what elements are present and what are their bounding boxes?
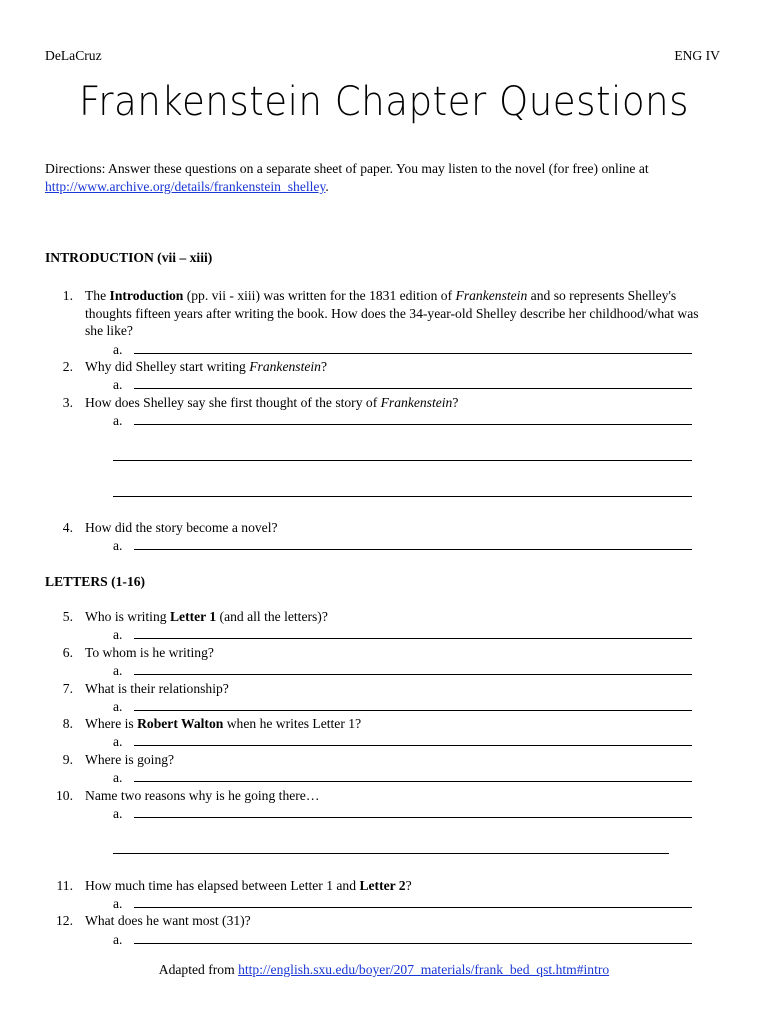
book-title: Frankenstein bbox=[249, 359, 321, 374]
question-text-run: Where is bbox=[85, 716, 138, 731]
answer-label: a. bbox=[113, 699, 123, 714]
question-text bbox=[85, 644, 214, 662]
question-text-run: and so represents Shelley's thoughts fifteen years after writing the book. How does the 34-year-old Shelley describe her childhood/what was she like? bbox=[85, 288, 699, 338]
answer-line[interactable] bbox=[134, 353, 692, 354]
answer-label: a. bbox=[113, 342, 123, 357]
answer-label: a. bbox=[113, 413, 123, 428]
question-text bbox=[85, 751, 174, 769]
section-heading-introduction: INTRODUCTION (vii – xiii) bbox=[45, 250, 213, 265]
question-number: 10. bbox=[56, 788, 73, 803]
question-text-run: Name two reasons why is he going there… bbox=[85, 788, 320, 803]
question-text-run: How much time has elapsed between Letter 1 and bbox=[85, 878, 360, 893]
question-text-run: How did the story become a novel? bbox=[85, 520, 278, 535]
question-text bbox=[85, 715, 361, 733]
question-text-run: (and all the letters)? bbox=[216, 609, 328, 624]
question-text-run: Where is going? bbox=[85, 752, 175, 767]
question-number: 1. bbox=[62, 288, 73, 303]
question-text-run: What is their relationship? bbox=[85, 681, 229, 696]
question-text bbox=[85, 358, 327, 376]
course-label: ENG IV bbox=[674, 48, 720, 63]
answer-label: a. bbox=[113, 377, 123, 392]
answer-line[interactable] bbox=[134, 549, 692, 550]
question-text bbox=[85, 287, 700, 340]
answer-label: a. bbox=[113, 932, 123, 947]
page-title: Frankenstein Chapter Questions bbox=[79, 79, 689, 125]
directions-end: . bbox=[325, 179, 329, 194]
answer-line[interactable] bbox=[113, 460, 692, 461]
book-title: Frankenstein bbox=[380, 395, 453, 410]
bold-text: Letter 2 bbox=[359, 878, 406, 893]
question-number: 5. bbox=[62, 609, 73, 624]
answer-line[interactable] bbox=[134, 674, 692, 675]
question-text-run: Why did Shelley start writing bbox=[85, 359, 250, 374]
answer-line[interactable] bbox=[134, 943, 692, 944]
question-text bbox=[85, 608, 328, 626]
question-text bbox=[85, 394, 458, 412]
source-link[interactable]: http://english.sxu.edu/boyer/207_materials/frank_bed_qst.htm#intro bbox=[238, 962, 610, 977]
question-number: 8. bbox=[62, 716, 73, 731]
question-number: 2. bbox=[62, 359, 73, 374]
question-text-run: The bbox=[85, 288, 110, 303]
question-text bbox=[85, 877, 412, 895]
answer-line[interactable] bbox=[134, 710, 692, 711]
answer-line[interactable] bbox=[134, 388, 692, 389]
question-text-run: What does he want most (31)? bbox=[85, 913, 251, 928]
answer-line[interactable] bbox=[134, 907, 692, 908]
answer-label: a. bbox=[113, 538, 123, 553]
question-number: 9. bbox=[62, 752, 73, 767]
question-number: 11. bbox=[56, 878, 73, 893]
footer-prefix: Adapted from bbox=[158, 962, 239, 977]
directions bbox=[45, 160, 725, 196]
question-text-run: Who is writing bbox=[85, 609, 170, 624]
question-text-run: when he writes Letter 1? bbox=[223, 716, 362, 731]
answer-line[interactable] bbox=[134, 817, 692, 818]
answer-line[interactable] bbox=[134, 638, 692, 639]
answer-line[interactable] bbox=[134, 424, 692, 425]
answer-line[interactable] bbox=[113, 853, 669, 854]
question-text-run: ? bbox=[320, 359, 328, 374]
answer-label: a. bbox=[113, 806, 123, 821]
answer-label: a. bbox=[113, 734, 123, 749]
question-number: 4. bbox=[62, 520, 73, 535]
section-heading-letters: LETTERS (1-16) bbox=[45, 574, 146, 589]
answer-label: a. bbox=[113, 896, 123, 911]
question-text-run: (pp. vii - xiii) was written for the 1831 edition of bbox=[183, 288, 456, 303]
question-number: 3. bbox=[62, 395, 73, 410]
book-title: Frankenstein bbox=[455, 288, 528, 303]
question-text-run: To whom is he writing? bbox=[85, 645, 214, 660]
answer-label: a. bbox=[113, 663, 123, 678]
question-number: 6. bbox=[62, 645, 73, 660]
question-text-run: How does Shelley say she first thought of the story of bbox=[85, 395, 381, 410]
author-name: DeLaCruz bbox=[45, 48, 102, 63]
answer-line[interactable] bbox=[113, 496, 692, 497]
directions-text: Directions: Answer these questions on a separate sheet of paper. You may listen to the novel (for free) online at bbox=[45, 161, 649, 176]
question-text bbox=[85, 680, 229, 698]
bold-text: Robert Walton bbox=[137, 716, 224, 731]
archive-link[interactable]: http://www.archive.org/details/frankenstein_shelley bbox=[45, 179, 326, 194]
question-number: 12. bbox=[56, 913, 73, 928]
question-text bbox=[85, 912, 251, 930]
footer-credit bbox=[0, 961, 768, 978]
question-text bbox=[85, 519, 278, 537]
bold-text: Introduction bbox=[109, 288, 184, 303]
question-text bbox=[85, 787, 319, 805]
question-number: 7. bbox=[62, 681, 73, 696]
answer-line[interactable] bbox=[134, 781, 692, 782]
question-text-run: ? bbox=[452, 395, 459, 410]
question-text-run: ? bbox=[405, 878, 412, 893]
answer-label: a. bbox=[113, 627, 123, 642]
bold-text: Letter 1 bbox=[169, 609, 217, 624]
answer-line[interactable] bbox=[134, 745, 692, 746]
answer-label: a. bbox=[113, 770, 123, 785]
